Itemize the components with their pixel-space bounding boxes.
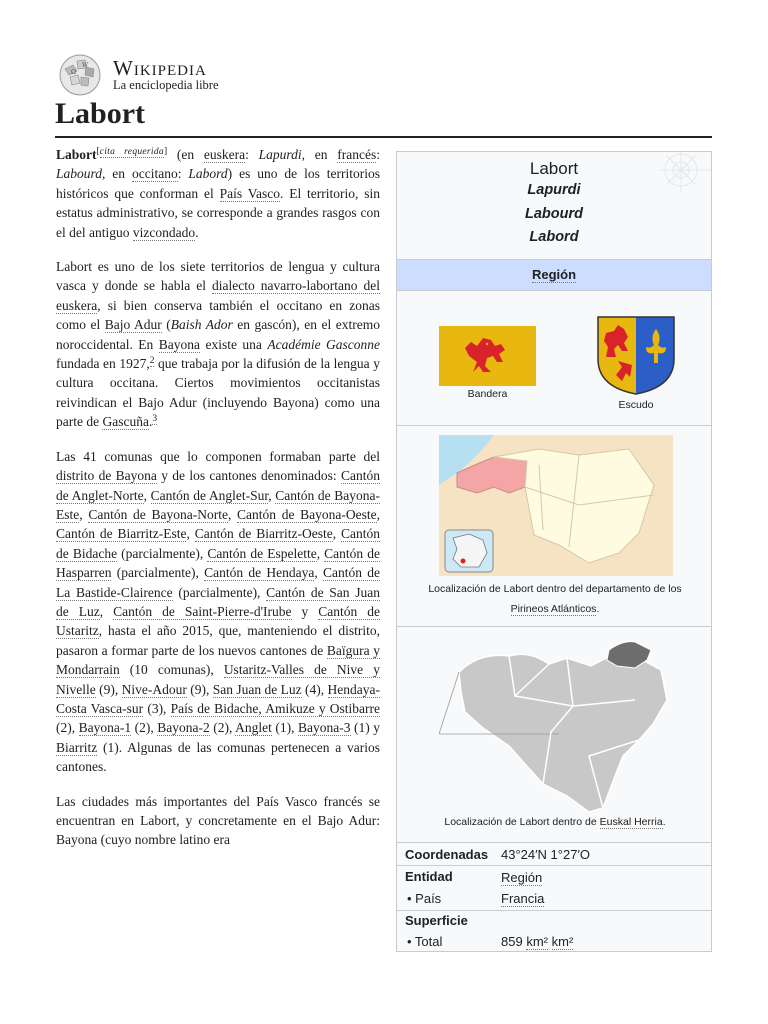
link-canton[interactable]: Cantón de Anglet-Norte	[56, 468, 381, 503]
entidad-label: Entidad	[405, 869, 453, 884]
link-canton[interactable]: Cantón de La Bastide-Clairence	[56, 565, 380, 600]
coords-label: Coordenadas	[405, 847, 489, 862]
wikipedia-wordmark[interactable]: Wikipedia	[113, 56, 207, 80]
pais-label: • País	[407, 891, 442, 906]
link-distrito[interactable]: distrito de Bayona	[56, 468, 157, 484]
link-vizcondado[interactable]: vizcondado	[132, 224, 196, 240]
coords-value[interactable]: 43°24′N 1°27′O	[501, 847, 590, 862]
paragraph-1: Labort[cita requerida] (en euskera: Lapurdi, en francés: Labourd, en occitano: Labord) es uno de los territorios históricos que conforman el País Vasco. El territorio, sin estatus administrativo, se corresponde a grandes rasgos con el del antiguo vizcondado.	[56, 146, 380, 240]
link-canton[interactable]: Cantón de Bayona-Este	[56, 487, 380, 522]
infobox-divider	[397, 865, 711, 866]
paragraph-2: Labort es uno de los siete territorios de lengua y cultura vasca y donde se habla el dialecto navarro-labortano del euskera, si bien conserva también el occitano en zonas como el Bajo Adur (Baish Ador en gascón), en el extremo noroccidental. En Bayona existe una Académie Gasconne fundada en 1927,$^2$ que trabaja por la difusión de la lengua y cultura occitana. Ciertos movimientos occitanistas reivindican el Bajo Adur (incluyendo Bayona) como una parte de Gascuña.$^3$	[56, 259, 381, 430]
compass-watermark-icon	[619, 152, 711, 194]
link-bayona[interactable]: Bayona	[158, 336, 200, 352]
link-canton[interactable]: Bayona-2	[157, 720, 210, 736]
link-canton[interactable]: Cantón de Espelette	[207, 545, 317, 561]
reference-2[interactable]: 2	[149, 355, 155, 366]
paragraph-4: Las ciudades más importantes del País Vasco francés se encuentran en Labort, y concretamente en el Bajo Adur: Bayona (cuyo nombre latino era	[56, 793, 380, 848]
link-canton[interactable]: Bayona-3	[298, 720, 351, 736]
infobox	[396, 151, 712, 952]
infobox-title: Labort	[529, 159, 579, 178]
article-body	[56, 145, 380, 865]
link-canton[interactable]: Cantón de Bayona-Oeste	[237, 506, 377, 522]
flag-image[interactable]	[439, 326, 536, 386]
link-canton[interactable]: Cantón de Ustaritz	[56, 603, 380, 639]
link-canton[interactable]: Cantón de Hasparren	[56, 545, 380, 581]
infobox-divider	[397, 425, 711, 426]
link-canton[interactable]: Cantón de Bidache	[56, 526, 380, 561]
pais-value[interactable]: Francia	[501, 891, 545, 906]
infobox-divider	[397, 910, 711, 911]
link-canton[interactable]: Ustaritz-Valles de Nive y Nivelle	[56, 662, 380, 697]
link-canton[interactable]: Cantón de Hendaya	[204, 565, 315, 581]
alt-name-french: Labourd	[525, 205, 583, 222]
link-dialecto[interactable]: dialecto navarro-labortano del euskera	[56, 278, 380, 313]
page-title: Labort	[55, 97, 145, 130]
entidad-value[interactable]: Región	[501, 870, 543, 885]
link-canton[interactable]: Cantón de Biarritz-Este	[56, 526, 187, 542]
link-occitano[interactable]: occitano	[131, 166, 178, 182]
link-canton[interactable]: Baïgura y Mondarrain	[56, 642, 380, 678]
link-canton[interactable]: Hendaya-Costa Vasca-sur	[56, 681, 381, 716]
coat-of-arms-image[interactable]	[596, 315, 676, 396]
total-label: • Total	[407, 934, 443, 949]
map2-caption: Localización de Labort dentro de Euskal Herria.	[444, 816, 666, 828]
link-canton[interactable]: País de Bidache, Amikuze y Ostibarre	[170, 700, 381, 716]
link-bajo-adur[interactable]: Bajo Adur	[104, 317, 162, 333]
link-canton[interactable]: Biarritz	[56, 739, 98, 755]
link-canton[interactable]: Cantón de Anglet-Sur	[150, 487, 269, 503]
link-euskera[interactable]: euskera	[203, 147, 246, 162]
total-value: 859 km² km²	[501, 934, 574, 949]
link-canton[interactable]: Cantón de Saint-Pierre-d'Irube	[113, 603, 292, 619]
link-euskal-herria[interactable]: Euskal Herria	[599, 816, 663, 828]
infobox-header	[397, 152, 711, 258]
wikipedia-globe-icon[interactable]	[55, 53, 105, 97]
map1-caption: Localización de Labort dentro del departamento de los Pirineos Atlánticos.	[428, 583, 682, 615]
reference-3[interactable]: 3	[152, 413, 158, 424]
svg-text:Ω: Ω	[71, 69, 76, 76]
link-gascuna[interactable]: Gascuña	[102, 414, 149, 430]
alt-name-basque: Lapurdi	[527, 182, 581, 198]
coat-of-arms-caption: Escudo	[618, 399, 654, 411]
link-canton[interactable]: Bayona-1	[78, 720, 132, 736]
superficie-label: Superficie	[405, 913, 468, 928]
svg-text:W: W	[82, 62, 89, 69]
paragraph-3: Las 41 comunas que lo componen formaban parte del distrito de Bayona y de los cantones denominados: Cantón de Anglet-Norte, Cantón de Anglet-Sur, Cantón de Bayona-Este, Cantón de Bayona-Norte, Cantón de Bayona-Oeste, Cantón de Biarritz-Este, Cantón de Biarritz-Oeste, Cantón de Bidache (parcialmente), Cantón de Espelette, Cantón de Hasparren (parcialmente), Cantón de Hendaya, Cantón de La Bastide-Clairence (parcialmente), Cantón de San Juan de Luz, Cantón de Saint-Pierre-d'Irube y Cantón de Ustaritz, hasta el año 2015, que, manteniendo el distrito, pasaron a formar parte de los nuevos cantones de Baïgura y Mondarrain (10 comunas), Ustaritz-Valles de Nive y Nivelle (9), Nive-Adour (9), San Juan de Luz (4), Hendaya-Costa Vasca-sur (3), País de Bidache, Amikuze y Ostibarre (2), Bayona-1 (2), Bayona-2 (2), Anglet (1), Bayona-3 (1) y Biarritz (1). Algunas de las comunas pertenecen a varios cantones.	[56, 448, 381, 775]
link-pais-vasco[interactable]: País Vasco	[219, 185, 280, 201]
link-pirineos-atlanticos[interactable]: Pirineos Atlánticos	[510, 603, 597, 615]
infobox-section-region[interactable]: Región	[397, 259, 711, 291]
map-euskal-herria[interactable]	[439, 636, 673, 816]
wikipedia-tagline: La enciclopedia libre	[113, 78, 219, 92]
title-divider	[55, 136, 712, 138]
link-canton[interactable]: Anglet	[235, 720, 272, 736]
link-canton[interactable]: San Juan de Luz	[212, 681, 302, 697]
link-canton[interactable]: Cantón de Bayona-Norte	[88, 506, 228, 522]
infobox-divider	[397, 842, 711, 843]
link-canton[interactable]: Nive-Adour	[121, 681, 187, 697]
link-frances[interactable]: francés	[337, 147, 377, 162]
infobox-divider	[397, 626, 711, 627]
alt-name-occitan: Labord	[529, 229, 579, 245]
flag-caption: Bandera	[467, 388, 508, 400]
map-pyrenees-atlantiques[interactable]	[439, 435, 673, 576]
link-canton[interactable]: Cantón de Biarritz-Oeste	[194, 526, 333, 542]
citation-needed[interactable]: [cita requerida]	[96, 146, 168, 157]
link-canton[interactable]: Cantón de San Juan de Luz	[56, 584, 380, 619]
